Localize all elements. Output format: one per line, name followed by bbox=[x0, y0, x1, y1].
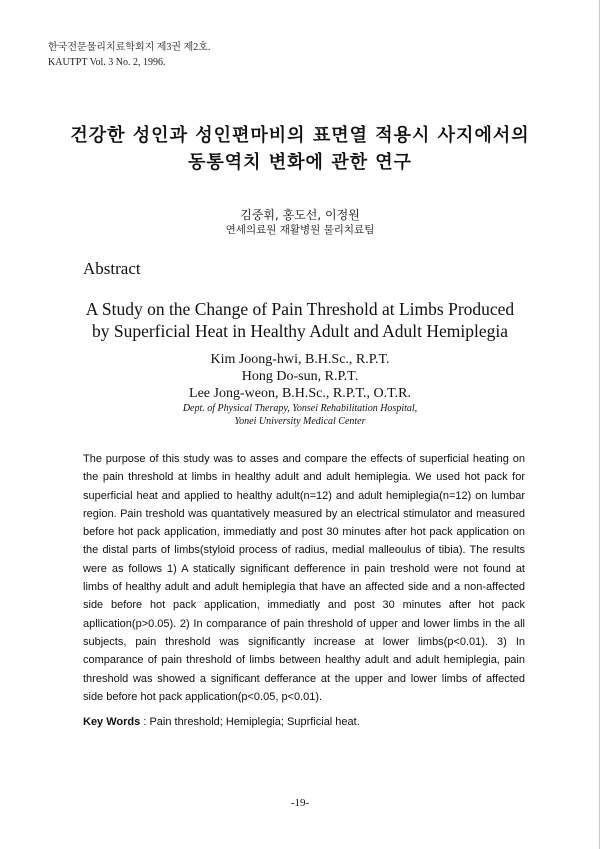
journal-header bbox=[48, 40, 210, 70]
journal-name-korean: 한국전문물리치료학회지 제3권 제2호. bbox=[48, 42, 211, 53]
english-affiliation bbox=[0, 403, 600, 428]
abstract-heading: Abstract bbox=[83, 259, 141, 278]
korean-affiliation: 연세의료원 재활병원 물리치료팀 bbox=[225, 224, 375, 236]
korean-title-line-2: 동통역치 변화에 관한 연구 bbox=[187, 152, 413, 173]
page-number: -19- bbox=[290, 797, 310, 809]
abstract-body: The purpose of this study was to asses and compare the effects of superficial heating on the pain threshold at limbs in healthy adult and adult hemiplegia. We used hot pack for superficial heat and applied to healthy adult(n=12) and adult hemiplegia(n=12) on lumbar region. Pain treshold was quantatively measured by an electrical stimulator and measured before hot pack application, immediatly and post 30 minutes after hot pack application on the distal parts of limbs(styloid process of radius, medial malleoulus of tibia). The results were as follows 1) A statically significant defference in pain treshold were not found at limbs of healthy adult and adult hemiplegia that have an affected side and a non-affected side before hot pack application, immediatly and post 30 minutes after hot pack apllication(p>0.05). 2) In comparance of pain threshold of upper and lower limbs in the all subjects, pain threshold was significantly increase at lower limbs(p<0.01). 3) In comparance of pain threshold of limbs between healthy adult and adult hemiplegia, pain threshold was showed a significant defferance at the upper and lower limbs of affected side before hot pack application(p<0.05, p<0.01). bbox=[83, 453, 525, 703]
journal-volume-info: KAUTPT Vol. 3 No. 2, 1996. bbox=[48, 57, 166, 68]
keywords-text: Pain threshold; Hemiplegia; Suprficial heat. bbox=[149, 716, 360, 728]
keywords-separator: : bbox=[140, 716, 150, 728]
author-3: Lee Jong-weon, B.H.Sc., R.P.T., O.T.R. bbox=[189, 386, 411, 401]
affiliation-line-2: Yonei University Medical Center bbox=[234, 415, 366, 427]
affiliation-line-1: Dept. of Physical Therapy, Yonsei Rehabilitation Hospital, bbox=[182, 403, 418, 414]
english-authors bbox=[0, 351, 600, 402]
keywords-label: Key Words bbox=[83, 716, 141, 728]
english-title bbox=[0, 298, 600, 342]
korean-title-line-1: 건강한 성인과 성인편마비의 표면열 적용시 사지에서의 bbox=[70, 125, 530, 146]
author-1: Kim Joong-hwi, B.H.Sc., R.P.T. bbox=[210, 352, 390, 367]
keywords bbox=[83, 714, 360, 730]
korean-title bbox=[0, 122, 600, 176]
english-title-line-1: A Study on the Change of Pain Threshold at Limbs Produced bbox=[85, 299, 515, 319]
korean-authors: 김중휘, 홍도선, 이정원 bbox=[240, 208, 360, 222]
english-title-line-2: by Superficial Heat in Healthy Adult and Adult Hemiplegia bbox=[91, 321, 509, 341]
author-2: Hong Do-sun, R.P.T. bbox=[241, 369, 359, 384]
